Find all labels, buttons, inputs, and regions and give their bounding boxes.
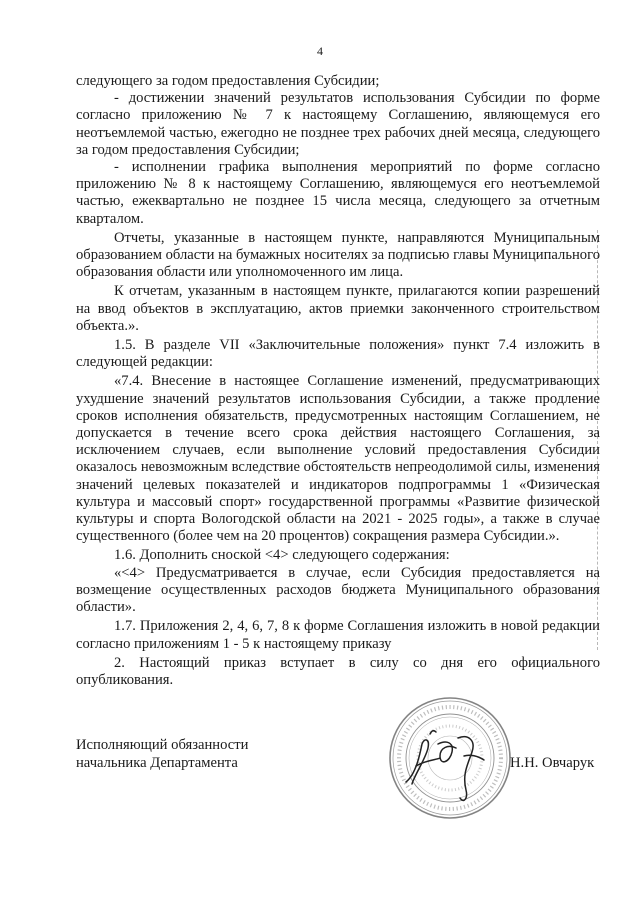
paragraph-item-1-5: 1.5. В разделе VII «Заключительные положения» пункт 7.4 изложить в следующей редакции: <box>76 337 600 371</box>
paragraph-item-1-7: 1.7. Приложения 2, 4, 6, 7, 8 к форме Соглашения изложить в новой редакции согласно приложениям 1 - 5 к настоящему приказу <box>76 618 600 652</box>
signatory-name: Н.Н. Овчарук <box>510 755 595 771</box>
paragraph-reports-submission: Отчеты, указанные в настоящем пункте, направляются Муниципальным образованием области на бумажных носителях за подписью главы Муниципального образования области или уполномоченного им лица. <box>76 229 600 281</box>
paragraph-continuation: следующего за годом предоставления Субсидии; <box>76 73 380 89</box>
paragraph-item-1-6: 1.6. Дополнить сноской <4> следующего содержания: <box>114 547 450 564</box>
document-body <box>76 73 600 689</box>
official-seal-with-signature <box>386 694 514 822</box>
signatory-position <box>76 737 248 772</box>
page-number: 4 <box>317 44 323 58</box>
paragraph-item-2: 2. Настоящий приказ вступает в силу со дня его официального опубликования. <box>76 654 600 688</box>
paragraph-reports-attachments: К отчетам, указанным в настоящем пункте, прилагаются копии разрешений на ввод объектов в эксплуатацию, актов приемки законченного строительством объекта.». <box>76 283 600 334</box>
paragraph-results-report: - достижении значений результатов использования Субсидии по форме согласно приложению № 7 к настоящему Соглашению, являющемуся его неотъемлемой частью, ежегодно не позднее трех рабочих дней месяца, следующего за годом предоставления Субсидии; <box>76 90 600 158</box>
signatory-position-line2: начальника Департамента <box>76 754 238 771</box>
paragraph-schedule-report: - исполнении графика выполнения мероприятий по форме согласно приложению № 8 к настоящему Соглашению, являющемуся его неотъемлемой частью, ежеквартально не позднее 15 числа месяца, следующего за отчетным кварталом. <box>76 159 600 227</box>
paragraph-clause-7-4: «7.4. Внесение в настоящее Соглашение изменений, предусматривающих ухудшение значений результатов использования Субсидии, а также продление сроков исполнения обязательств, предусмотренных настоящим Соглашением, не допускается в течение всего срока действия настоящего Соглашения, за исключением случаев, если выполнение условий предоставления Субсидии оказалось невозможным вследствие обстоятельств непреодолимой силы, изменения значений целевых показателей и индикаторов подпрограммы 1 «Физическая культура и массовый спорт» государственной программы «Развитие физической культуры и спорта Вологодской области на 2021 - 2025 годы», а также в случае существенного (более чем на 20 процентов) сокращения размера Субсидии.». <box>76 373 600 545</box>
paragraph-footnote-4: «<4> Предусматривается в случае, если Субсидия предоставляется на возмещение осуществленных расходов бюджета Муниципального образования области». <box>76 564 600 616</box>
signatory-position-line1: Исполняющий обязанности <box>76 737 249 753</box>
